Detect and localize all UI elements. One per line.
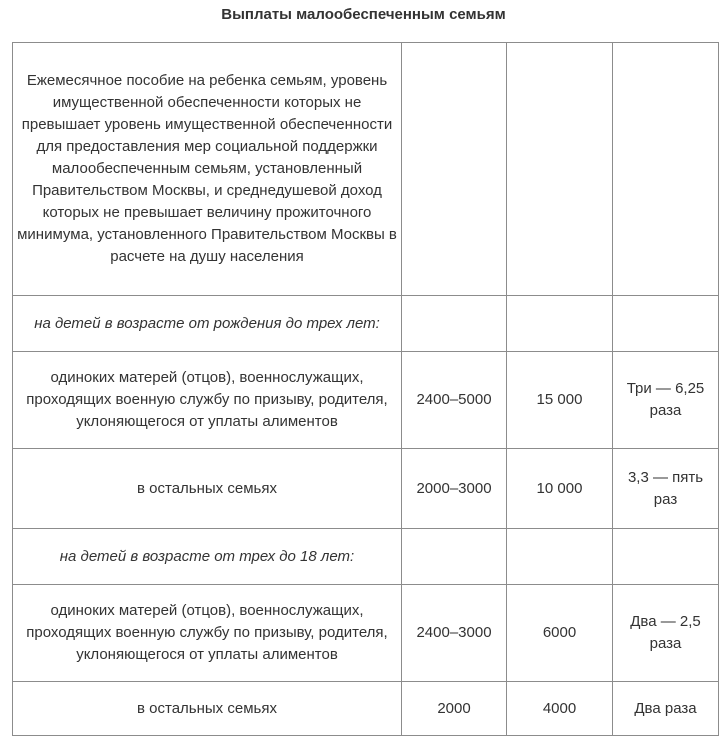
cell-amount: 4000 [507,682,613,736]
row-label: одиноких матерей (отцов), военнослужащих, проходящих военную службу по призыву, родителя, уклоняющегося от уплаты алиментов [13,352,402,449]
table-row [13,352,719,449]
table-row [13,529,719,585]
table-row [13,682,719,736]
row-label: в остальных семьях [13,449,402,529]
cell-amount [507,529,613,585]
row-section-label: на детей в возрасте от рождения до трех лет: [13,296,402,352]
cell-amount-range [402,43,507,296]
cell-amount-range: 2400–3000 [402,585,507,682]
row-label: Ежемесячное пособие на ребенка семьям, уровень имущественной обеспеченности которых не превышает уровень имущественной обеспеченности для предоставления мер социальной поддержки малообеспеченным семьям, установленный Правительством Москвы, и среднедушевой доход которых не превышает величину прожиточного минимума, установленного Правительством Москвы в расчете на душу населения [13,43,402,296]
cell-increase: Два — 2,5 раза [613,585,719,682]
row-section-label: на детей в возрасте от трех до 18 лет: [13,529,402,585]
table-row [13,296,719,352]
cell-increase [613,43,719,296]
cell-increase [613,296,719,352]
row-label: одиноких матерей (отцов), военнослужащих, проходящих военную службу по призыву, родителя, уклоняющегося от уплаты алиментов [13,585,402,682]
cell-amount-range [402,296,507,352]
cell-amount: 10 000 [507,449,613,529]
cell-amount-range: 2000 [402,682,507,736]
cell-amount [507,296,613,352]
table-row [13,585,719,682]
cell-amount-range: 2000–3000 [402,449,507,529]
table-row [13,449,719,529]
page-title: Выплаты малообеспеченным семьям [221,6,506,23]
cell-amount-range: 2400–5000 [402,352,507,449]
cell-increase: Три — 6,25 раза [613,352,719,449]
cell-amount: 6000 [507,585,613,682]
payments-table [12,42,719,736]
cell-increase [613,529,719,585]
cell-increase: 3,3 — пять раз [613,449,719,529]
cell-amount-range [402,529,507,585]
cell-increase: Два раза [613,682,719,736]
cell-amount [507,43,613,296]
row-label: в остальных семьях [13,682,402,736]
table-row [13,43,719,296]
cell-amount: 15 000 [507,352,613,449]
